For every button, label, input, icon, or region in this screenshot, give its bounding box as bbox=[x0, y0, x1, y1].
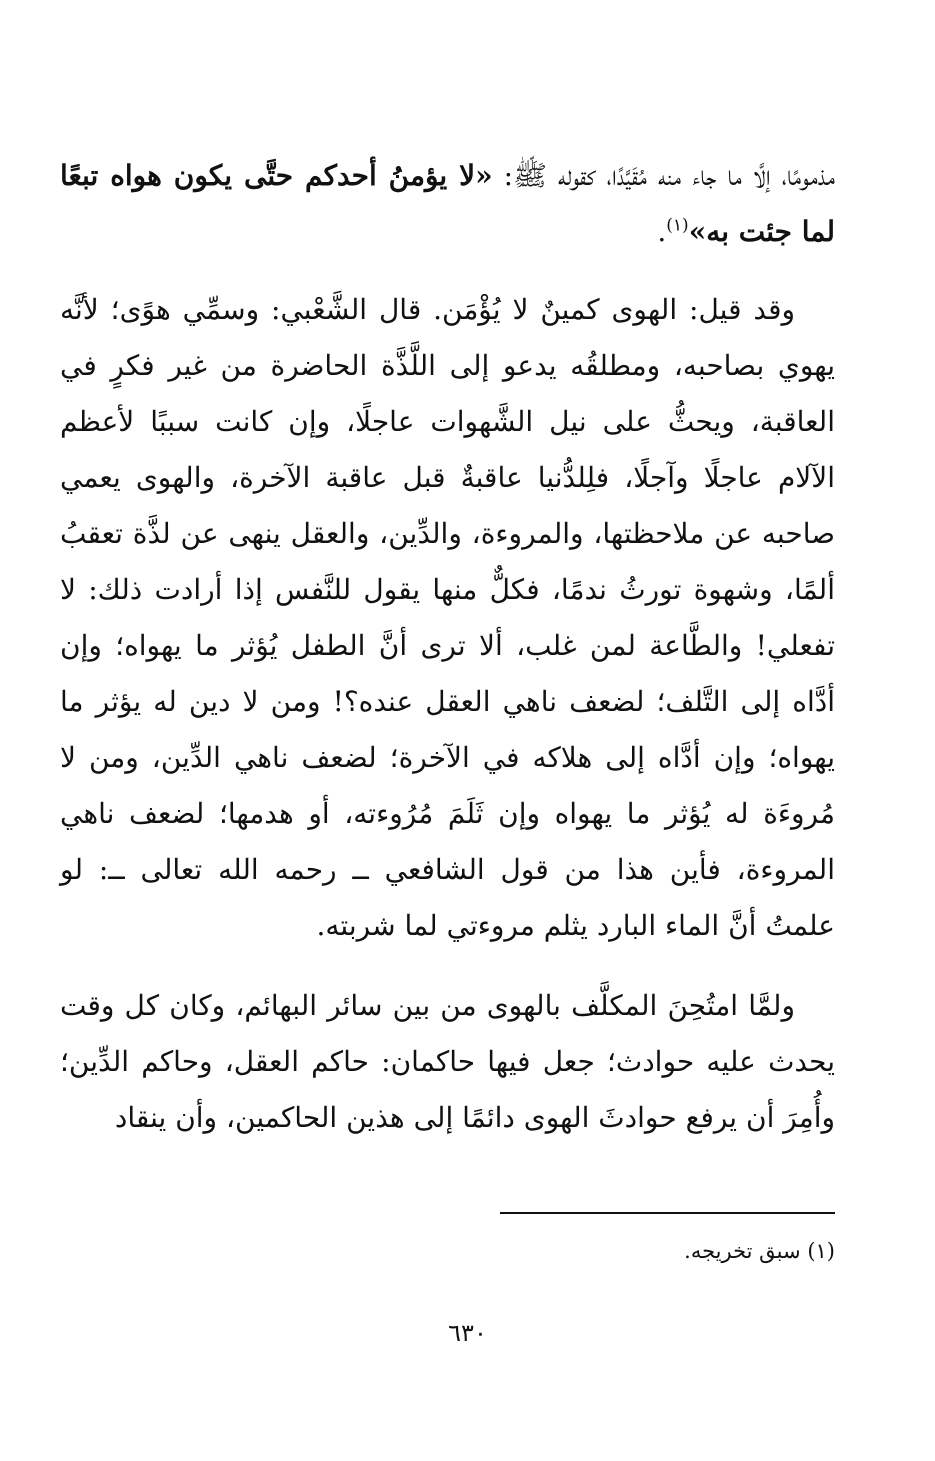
paragraph-2 bbox=[60, 282, 835, 954]
footnote-text: سبق تخريجه. bbox=[684, 1239, 801, 1263]
paragraph-3 bbox=[60, 978, 835, 1146]
quote-open: « bbox=[475, 159, 493, 192]
paragraph-3-text: ولمَّا امتُحِنَ المكلَّف بالهوى من بين سائر البهائم، وكان كل وقت يحدث عليه حوادث؛ جعل فيها حاكمان: حاكم العقل، وحاكم الدِّين؛ وأُمِرَ أن يرفع حوادثَ الهوى دائمًا إلى هذين الحاكمين، وأن ينقاد bbox=[60, 989, 835, 1134]
footnote-divider bbox=[500, 1212, 835, 1214]
paragraph-2-text: وقد قيل: الهوى كمينٌ لا يُؤْمَن. قال الشَّعْبي: وسمِّي هوًى؛ لأنَّه يهوي بصاحبه، ومطلقُه يدعو إلى اللَّذَّة الحاضرة من غير فكرٍ في العاقبة، ويحثُّ على نيل الشَّهوات عاجلًا، وإن كانت سببًا لأعظم الآلام عاجلًا وآجلًا، فلِلدُّنيا عاقبةٌ قبل عاقبة الآخرة، والهوى يعمي صاحبه عن ملاحظتها، والمروءة، والدِّين، والعقل ينهى عن لذَّة تعقبُ ألمًا، وشهوة تورثُ ندمًا، فكلٌّ منها يقول للنَّفس إذا أرادت ذلك: لا تفعلي! والطَّاعة لمن غلب، ألا ترى أنَّ الطفل يُؤثر ما يهواه؛ وإن أدَّاه إلى التَّلف؛ لضعف ناهي العقل عنده؟! ومن لا دين له يؤثر ما يهواه؛ وإن أدَّاه إلى هلاكه في الآخرة؛ لضعف ناهي الدِّين، ومن لا مُروءَة له يُؤثر ما يهواه وإن ثَلَمَ مُرُوءته، أو هدمها؛ لضعف ناهي المروءة، فأين هذا من قول الشافعي ــ رحمه الله تعالى ــ: لو علمتُ أنَّ الماء البارد يثلم مروءتي لما شربته. bbox=[60, 293, 835, 942]
paragraph-1-lead: مذمومًا، إلَّا ما جاء منه مُقَيَّدًا، كقوله ﷺ: bbox=[492, 159, 835, 192]
footnote-1 bbox=[300, 1236, 835, 1266]
footnote-number: (١) bbox=[807, 1239, 835, 1263]
paragraph-1-tail: . bbox=[657, 215, 667, 248]
hadith-quote: لا يؤمنُ أحدكم حتَّى يكون هواه تبعًا لما جئت به bbox=[60, 159, 835, 248]
paragraph-1 bbox=[60, 148, 835, 260]
paragraph-1-text bbox=[60, 148, 835, 260]
quote-close: » bbox=[688, 215, 707, 248]
page-number: ٦٣٠ bbox=[448, 1319, 487, 1347]
footnote-reference: (١) bbox=[666, 215, 689, 236]
